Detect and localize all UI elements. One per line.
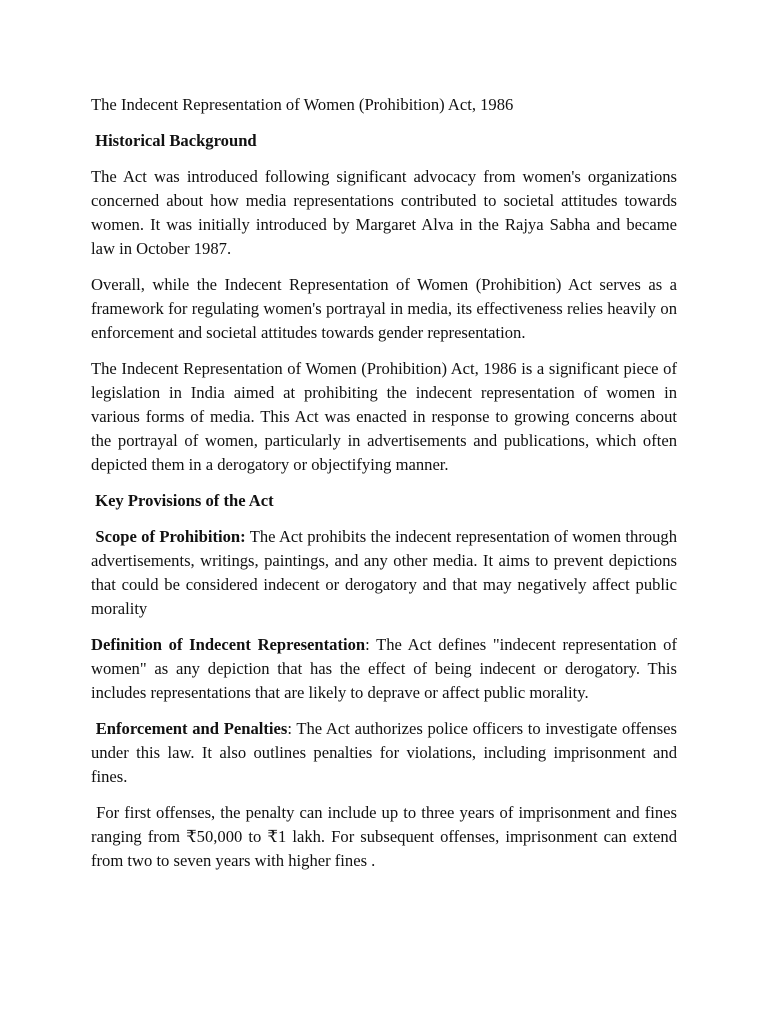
- definition-text: : The Act defines "indecent representation of women" as any depiction that has the effect of being indecent or derogatory. This includes representations that are likely to deprave or affect public morality.: [91, 635, 677, 702]
- key-provisions-heading: Key Provisions of the Act: [95, 491, 274, 510]
- intro-paragraph: The Indecent Representation of Women (Prohibition) Act, 1986 is a significant piece of legislation in India aimed at prohibiting the indecent representation of women in various forms of media. This Act was enacted in response to growing concerns about the portrayal of women, particularly in advertisements and publications, which often depicted them in a derogatory or objectifying manner.: [91, 359, 677, 474]
- scope-of-prohibition-label: Scope of Prohibition:: [95, 527, 246, 546]
- penalty-paragraph: For first offenses, the penalty can include up to three years of imprisonment and fines ranging from ₹50,000 to ₹1 lakh. For subsequent offenses, imprisonment can extend from two to seven years with higher fines .: [91, 803, 678, 870]
- historical-background-heading: Historical Background: [95, 131, 257, 150]
- definition-paragraph: [91, 633, 677, 705]
- enforcement-text: : The Act authorizes police officers to investigate offenses under this law. It also outlines penalties for violations, including imprisonment and fines.: [91, 719, 677, 786]
- document-title: The Indecent Representation of Women (Prohibition) Act, 1986: [91, 95, 514, 114]
- scope-of-prohibition-text: The Act prohibits the indecent representation of women through advertisements, writings, paintings, and any other media. It aims to prevent depictions that could be considered indecent or derogatory and that may negatively affect public morality: [91, 527, 678, 618]
- scope-of-prohibition-paragraph: [91, 525, 677, 621]
- document-body: [91, 93, 677, 885]
- historical-background-paragraph: The Act was introduced following significant advocacy from women's organizations concerned about how media representations contributed to societal attitudes towards women. It was initially introduced by Margaret Alva in the Rajya Sabha and became law in October 1987.: [91, 167, 677, 258]
- definition-label: Definition of Indecent Representation: [91, 635, 366, 654]
- enforcement-paragraph: [91, 717, 677, 789]
- overall-paragraph: Overall, while the Indecent Representation of Women (Prohibition) Act serves as a framework for regulating women's portrayal in media, its effectiveness relies heavily on enforcement and societal attitudes towards gender representation.: [91, 275, 677, 342]
- enforcement-label: Enforcement and Penalties: [95, 719, 288, 738]
